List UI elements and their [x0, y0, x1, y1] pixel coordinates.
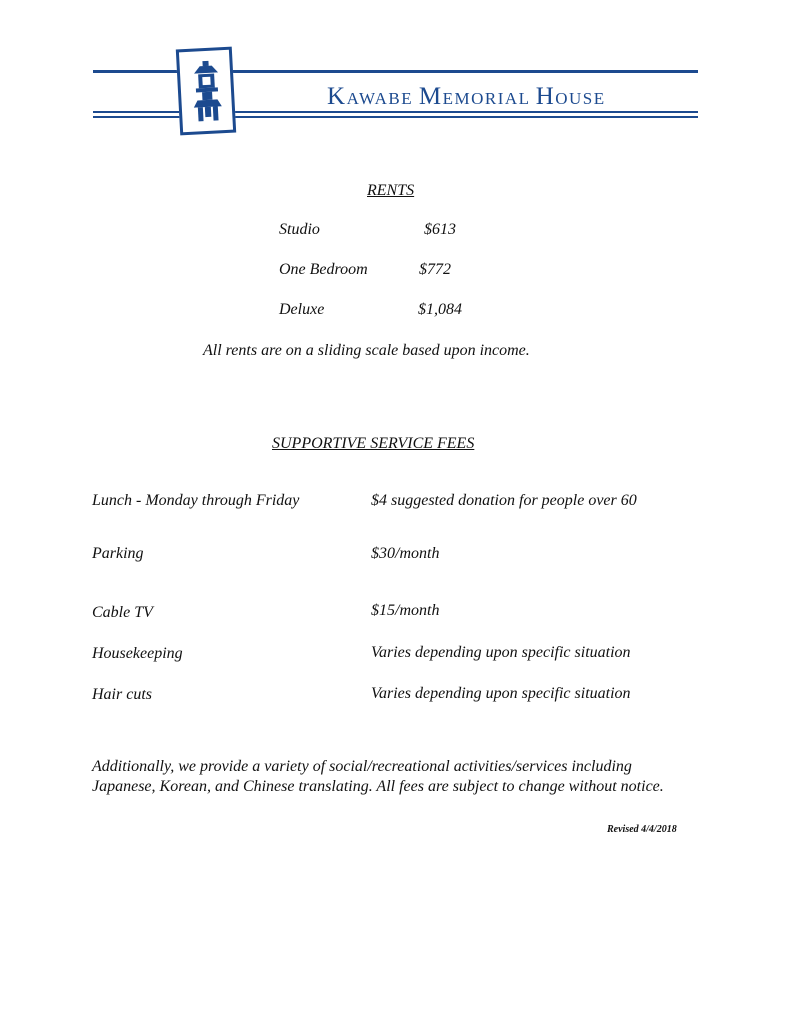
fee-value: Varies depending upon specific situation — [371, 644, 631, 661]
logo — [176, 47, 236, 136]
fee-label: Cable TV — [92, 604, 153, 621]
additional-info-paragraph: Additionally, we provide a variety of social/recreational activities/services including Japanese, Korean, and Chinese translating. All fees are subject to change without notice. — [92, 758, 664, 795]
rent-price: $772 — [419, 261, 451, 278]
fee-value: $30/month — [371, 545, 440, 562]
rents-note: All rents are on a sliding scale based upon income. — [203, 342, 530, 359]
fee-label: Hair cuts — [92, 686, 152, 703]
lantern-icon — [185, 56, 229, 128]
organization-name: KAWABE MEMORIAL HOUSE — [323, 83, 610, 111]
fee-label: Lunch - Monday through Friday — [92, 492, 300, 509]
fee-label: Housekeeping — [92, 645, 183, 662]
revision-date: Revised 4/4/2018 — [607, 824, 677, 835]
fee-label: Parking — [92, 545, 144, 562]
fee-value: $15/month — [371, 602, 440, 619]
fee-value: $4 suggested donation for people over 60 — [371, 492, 637, 509]
rent-price: $1,084 — [418, 301, 462, 318]
fee-value: Varies depending upon specific situation — [371, 685, 631, 702]
rent-price: $613 — [424, 221, 456, 238]
fees-heading: SUPPORTIVE SERVICE FEES — [272, 435, 475, 452]
rent-label: Studio — [279, 221, 320, 238]
rent-label: Deluxe — [279, 301, 325, 318]
rent-label: One Bedroom — [279, 261, 368, 278]
rents-heading: RENTS — [367, 182, 415, 199]
